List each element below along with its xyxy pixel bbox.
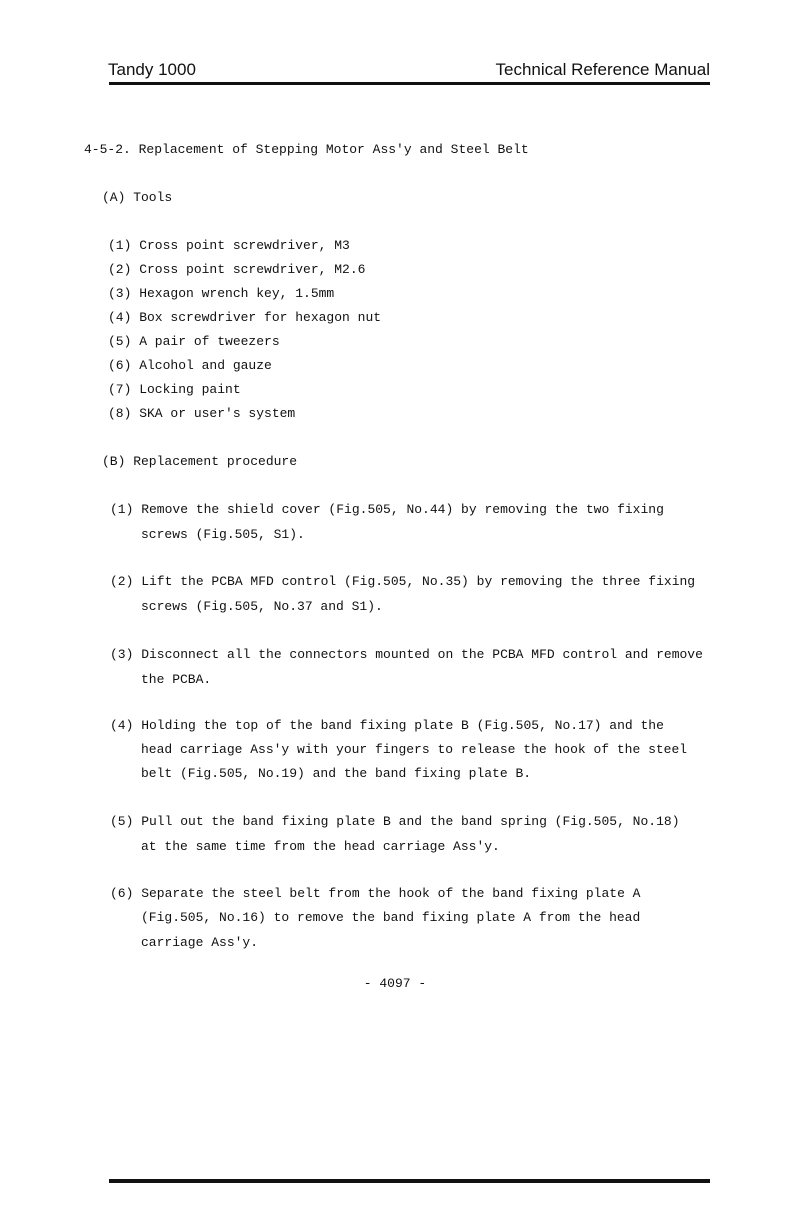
step-line: screws (Fig.505, No.37 and S1). — [141, 599, 383, 614]
step-line: (6) Separate the steel belt from the hook of the band fixing plate A — [110, 886, 641, 901]
procedure-heading: (B) Replacement procedure — [102, 454, 298, 469]
step-line: screws (Fig.505, S1). — [141, 527, 305, 542]
step-line: (Fig.505, No.16) to remove the band fixing plate A from the head — [141, 910, 641, 925]
step-line: (3) Disconnect all the connectors mounted on the PCBA MFD control and remove — [110, 647, 703, 662]
step-line: (1) Remove the shield cover (Fig.505, No.44) by removing the two fixing — [110, 502, 664, 517]
tools-heading: (A) Tools — [102, 190, 173, 205]
step-line: (4) Holding the top of the band fixing plate B (Fig.505, No.17) and the — [110, 718, 664, 733]
tool-item: (1) Cross point screwdriver, M3 — [108, 238, 350, 253]
tool-item: (2) Cross point screwdriver, M2.6 — [108, 262, 366, 277]
page-number: - 4097 - — [363, 976, 427, 991]
page-header-left: Tandy 1000 — [108, 60, 196, 79]
footer-rule — [109, 1179, 710, 1183]
step-line: carriage Ass'y. — [141, 935, 259, 950]
step-line: head carriage Ass'y with your fingers to release the hook of the steel — [141, 742, 688, 757]
tool-item: (3) Hexagon wrench key, 1.5mm — [108, 286, 335, 301]
header-rule — [109, 82, 710, 85]
step-line: the PCBA. — [141, 672, 212, 687]
page-header-right: Technical Reference Manual — [495, 60, 710, 79]
step-line: (5) Pull out the band fixing plate B and the band spring (Fig.505, No.18) — [110, 814, 680, 829]
tool-item: (6) Alcohol and gauze — [108, 358, 272, 373]
tool-item: (7) Locking paint — [108, 382, 241, 397]
step-line: belt (Fig.505, No.19) and the band fixing plate B. — [141, 766, 532, 781]
tool-item: (8) SKA or user's system — [108, 406, 296, 421]
step-line: at the same time from the head carriage Ass'y. — [141, 839, 500, 854]
tool-item: (4) Box screwdriver for hexagon nut — [108, 310, 382, 325]
tool-item: (5) A pair of tweezers — [108, 334, 280, 349]
section-title: 4-5-2. Replacement of Stepping Motor Ass'y and Steel Belt — [84, 142, 529, 157]
step-line: (2) Lift the PCBA MFD control (Fig.505, No.35) by removing the three fixing — [110, 574, 696, 589]
